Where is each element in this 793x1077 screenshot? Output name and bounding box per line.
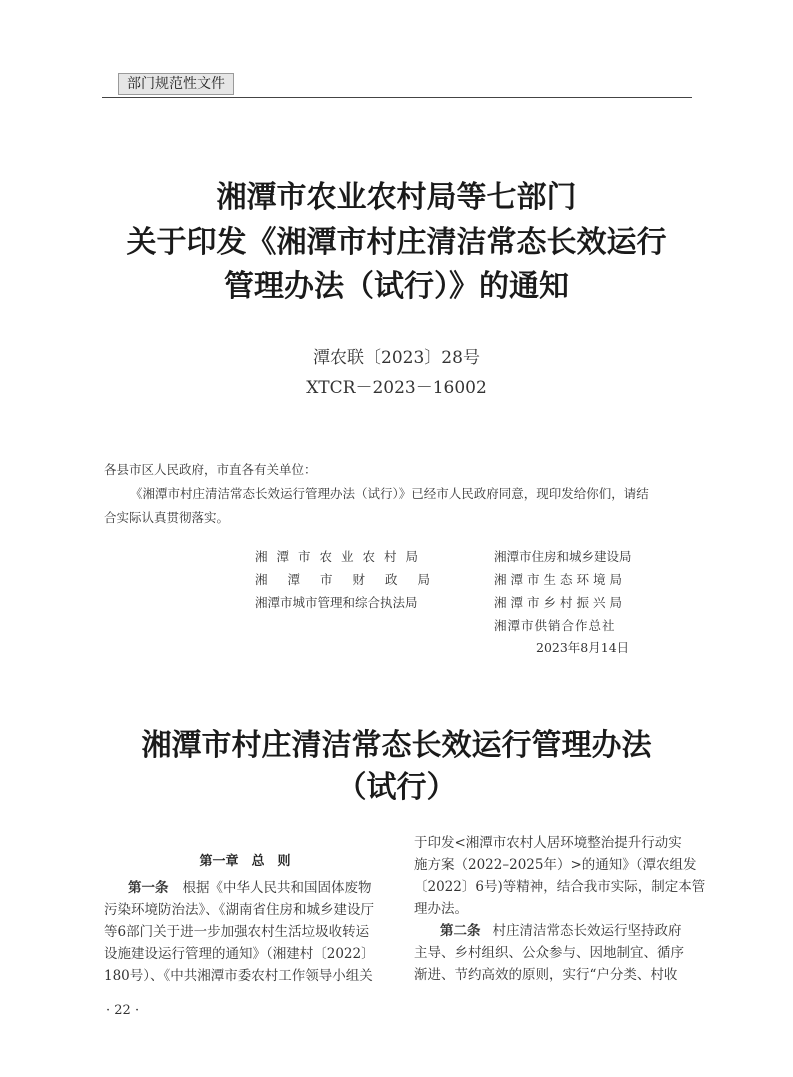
right-line-4: 理办法。	[414, 901, 468, 917]
signatory-right-3: 湘潭市乡村振兴局	[494, 595, 627, 610]
article-1-text: 根据《中华人民共和国固体废物	[182, 880, 372, 896]
article-2-label: 第二条	[440, 923, 481, 939]
left-line-2: 污染环境防治法》、《湖南省住房和城乡建设厅	[104, 902, 374, 918]
signatory-left-2: 湘潭市财政局	[255, 572, 451, 587]
notice-body-line-1: 《湘潭市村庄清洁常态长效运行管理办法（试行）》已经市人民政府同意，现印发给你们，请结	[130, 486, 649, 501]
document-code: XTCR－2023－16002	[306, 378, 487, 398]
addressee: 各县市区人民政府，市直各有关单位：	[104, 462, 317, 477]
notice-title-line-3: 管理办法（试行）》的通知	[224, 269, 569, 304]
article-1-label: 第一条	[128, 880, 169, 896]
signatory-right-2: 湘潭市生态环境局	[494, 572, 627, 587]
notice-date: 2023年8月14日	[536, 640, 630, 655]
signatory-right-1: 湘潭市住房和城乡建设局	[494, 549, 632, 564]
article-2-line-2: 主导、乡村组织、公众参与、因地制宜、循序	[414, 945, 684, 961]
header-divider	[102, 97, 692, 98]
notice-body-line-2: 合实际认真贯彻落实。	[104, 510, 230, 525]
right-column	[414, 832, 705, 986]
article-2-text: 村庄清洁常态长效运行坚持政府	[492, 923, 682, 939]
left-column	[104, 877, 375, 987]
left-line-3: 等6部门关于进一步加强农村生活垃圾收转运	[104, 924, 370, 940]
section-tag: 部门规范性文件	[118, 73, 234, 95]
left-line-5: 180号）、《中共湘潭市委农村工作领导小组关	[104, 968, 373, 984]
right-line-3: 〔2022〕6号)等精神，结合我市实际，制定本管	[414, 879, 706, 895]
measures-title-line-2: （试行）	[336, 770, 457, 805]
chapter-heading: 第一章 总 则	[199, 854, 291, 869]
right-line-1: 于印发<湘潭市农村人居环境整治提升行动实	[414, 835, 682, 851]
signatory-left-3: 湘潭市城市管理和综合执法局	[255, 595, 418, 610]
document-number: 潭农联〔2023〕28号	[313, 348, 480, 368]
article-2-line-3: 渐进、节约高效的原则，实行“户分类、村收	[414, 967, 678, 983]
article-1-line-1	[104, 877, 375, 899]
left-line-4: 设施建设运行管理的通知》（湘建村〔2022〕	[104, 946, 375, 962]
measures-title-line-1: 湘潭市村庄清洁常态长效运行管理办法	[141, 728, 652, 763]
notice-title-line-2: 关于印发《湘潭市村庄清洁常态长效运行	[126, 225, 667, 260]
notice-title-line-1: 湘潭市农业农村局等七部门	[216, 180, 577, 215]
article-2-line-1	[414, 920, 705, 942]
signatory-left-1: 湘潭市农业农村局	[255, 549, 428, 564]
page-number: · 22 ·	[106, 1003, 140, 1018]
signatory-right-4: 湘潭市供销合作总社	[494, 618, 616, 633]
right-line-2: 施方案（2022–2025年）>的通知》（潭农组发	[414, 857, 697, 873]
